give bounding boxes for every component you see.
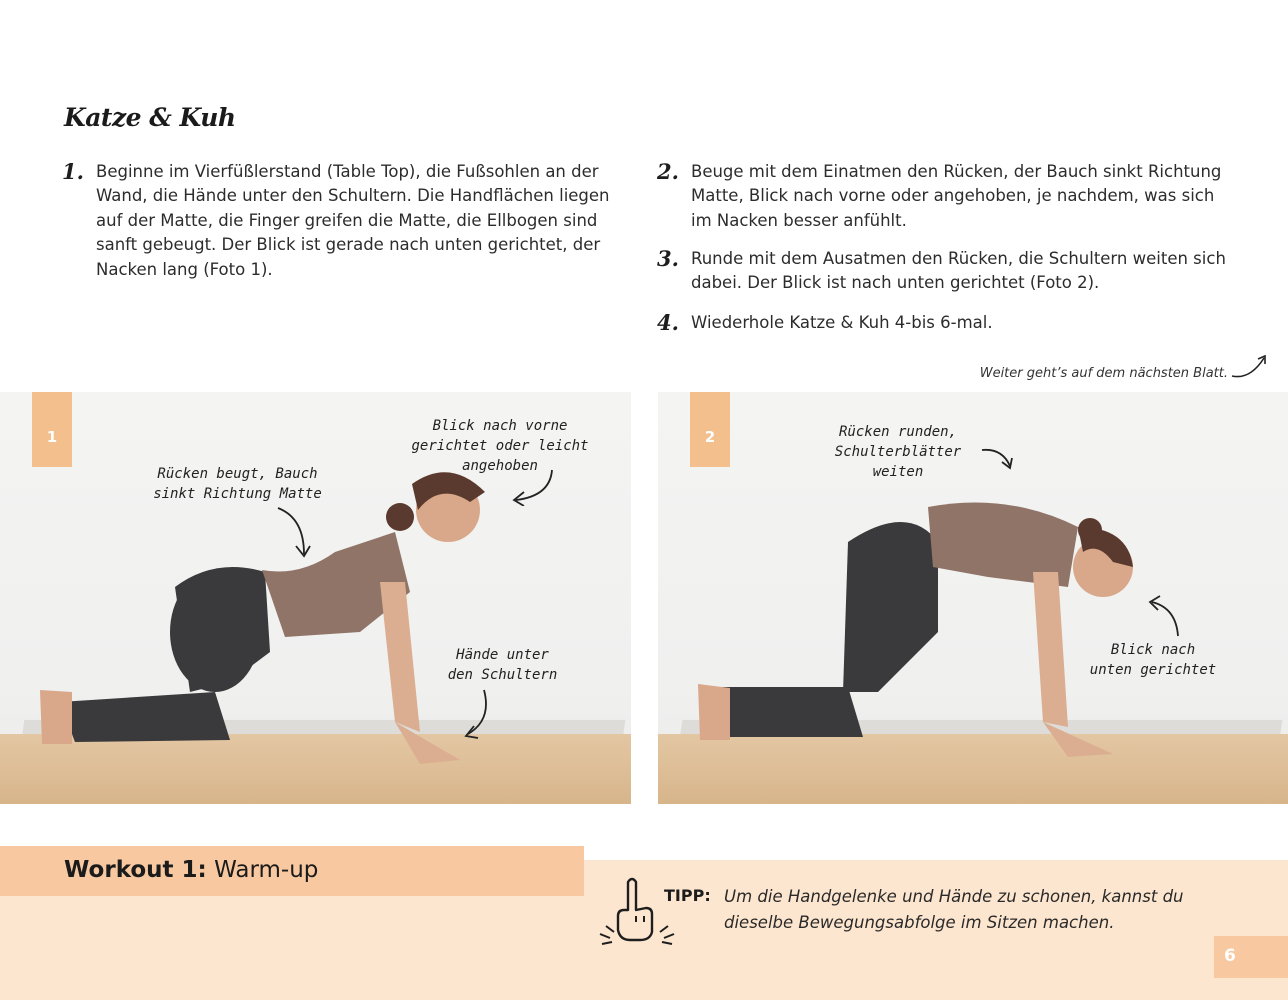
step-1 bbox=[62, 160, 622, 282]
annotation-gaze: Blick nach vorne gerichtet oder leicht angehoben bbox=[411, 418, 589, 474]
page-title: Katze & Kuh bbox=[64, 103, 236, 132]
step-text: Beginne im Vierfüßlerstand (Table Top), die Fußsohlen an der Wand, die Hände unter den Schultern. Die Handflächen liegen auf der Matte, die Finger greifen die Matte, die Ellbogen sind sanft gebeugt. Der Blick ist gerade nach unten gerichtet, der Nacken lang (Foto 1). bbox=[96, 162, 610, 279]
photo-number-badge: 2 bbox=[690, 392, 730, 467]
step-number: 2. bbox=[657, 159, 679, 184]
annotation-back: Rücken runden, Schulterblätter weiten bbox=[834, 424, 962, 480]
page-number: 6 bbox=[1214, 936, 1288, 978]
annotation-hands: Hände unter den Schultern bbox=[447, 647, 558, 683]
arrow-icon bbox=[980, 444, 1016, 472]
workout-title bbox=[64, 857, 318, 883]
workout-name: Warm-up bbox=[214, 857, 319, 883]
step-3 bbox=[657, 247, 1237, 296]
pointing-finger-icon bbox=[596, 872, 678, 954]
step-text: Wiederhole Katze & Kuh 4-bis 6-mal. bbox=[691, 313, 993, 332]
arrow-icon bbox=[510, 466, 558, 506]
step-number: 4. bbox=[657, 310, 679, 335]
step-text: Runde mit dem Ausatmen den Rücken, die Schultern weiten sich dabei. Der Blick ist nach unten gerichtet (Foto 2). bbox=[691, 249, 1226, 293]
arrow-icon bbox=[458, 686, 492, 741]
tip-text: Um die Handgelenke und Hände zu schonen, kannst du dieselbe Bewegungsabfolge im Sitzen machen. bbox=[724, 887, 1184, 932]
step-number: 3. bbox=[657, 246, 679, 271]
tip-label: TIPP: bbox=[664, 886, 711, 905]
step-number: 1. bbox=[62, 159, 84, 184]
step-2 bbox=[657, 160, 1237, 233]
photo-2 bbox=[658, 392, 1288, 804]
photo-1 bbox=[0, 392, 631, 804]
annotation-gaze: Blick nach unten gerichtet bbox=[1089, 642, 1217, 678]
step-text: Beuge mit dem Einatmen den Rücken, der Bauch sinkt Richtung Matte, Blick nach vorne oder angehoben, je nachdem, was sich im Nacken besser anfühlt. bbox=[691, 162, 1222, 230]
step-4 bbox=[657, 311, 1237, 335]
arrow-icon bbox=[1144, 594, 1184, 640]
annotation-back: Rücken beugt, Bauch sinkt Richtung Matte bbox=[153, 466, 322, 502]
continue-note: Weiter geht’s auf dem nächsten Blatt. bbox=[979, 366, 1228, 381]
arrow-icon bbox=[274, 504, 314, 559]
photo-number-badge: 1 bbox=[32, 392, 72, 467]
curved-arrow-icon bbox=[1230, 352, 1270, 382]
workout-label: Workout 1: bbox=[64, 857, 207, 883]
